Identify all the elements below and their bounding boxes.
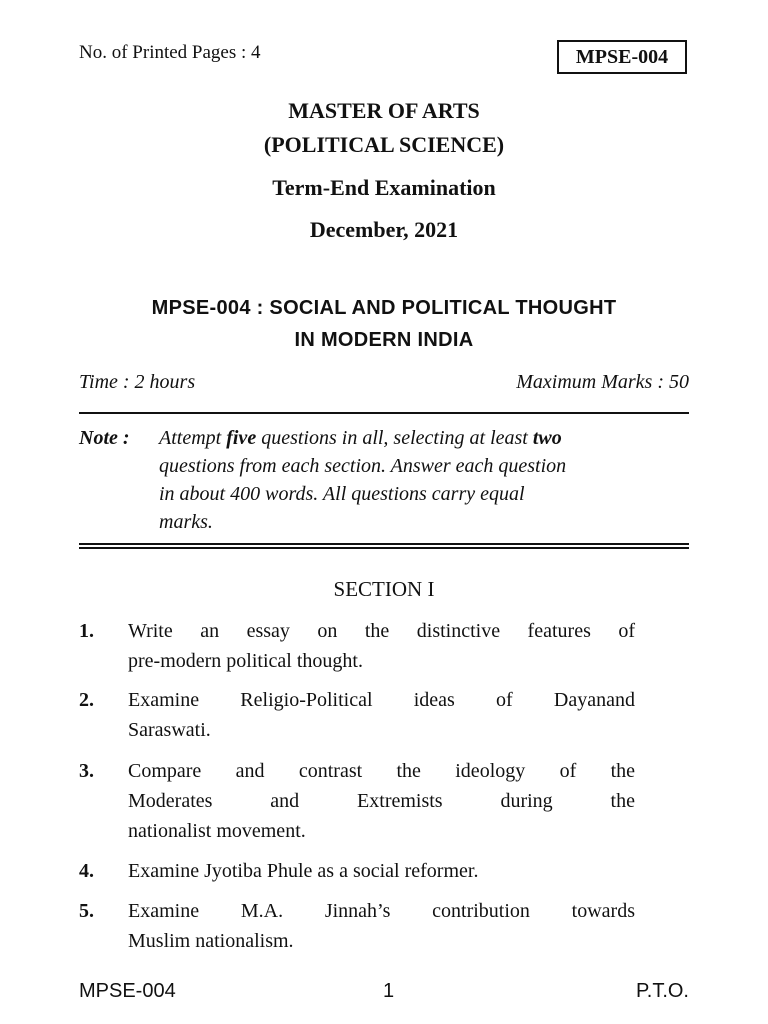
course-title-line-2: IN MODERN INDIA bbox=[294, 329, 474, 351]
note-line-1 bbox=[159, 424, 689, 452]
question-line: Examine M.A. Jinnah’s contribution towards bbox=[128, 900, 635, 922]
footer-paper-code: MPSE-004 bbox=[79, 980, 176, 1002]
paper-code-box: MPSE-004 bbox=[557, 40, 687, 74]
question-line: Examine Jyotiba Phule as a social reformer. bbox=[128, 860, 479, 882]
note-emphasis: two bbox=[532, 427, 562, 449]
note-text: Attempt bbox=[159, 427, 227, 449]
question-number: 1. bbox=[79, 620, 94, 642]
note-text: questions in all, selecting at least bbox=[256, 427, 533, 449]
double-rule-bottom bbox=[79, 547, 689, 549]
note-label: Note : bbox=[79, 427, 130, 449]
question-number: 2. bbox=[79, 689, 94, 711]
question-text bbox=[128, 896, 635, 956]
question-text bbox=[128, 856, 635, 886]
note-line-2: questions from each section. Answer each question bbox=[159, 455, 567, 477]
section-heading: SECTION I bbox=[333, 577, 435, 601]
question-text bbox=[128, 756, 635, 846]
maximum-marks: Maximum Marks : 50 bbox=[516, 371, 689, 393]
question-line: Examine Religio-Political ideas of Dayanand bbox=[128, 689, 635, 711]
subject-title: (POLITICAL SCIENCE) bbox=[263, 132, 505, 157]
question-line: Saraswati. bbox=[128, 719, 211, 741]
page-number: 1 bbox=[383, 980, 395, 1002]
double-rule-top bbox=[79, 543, 689, 545]
question-line: nationalist movement. bbox=[128, 820, 306, 842]
time-allowed: Time : 2 hours bbox=[79, 371, 196, 393]
question-line: pre-modern political thought. bbox=[128, 650, 363, 672]
divider-rule bbox=[79, 412, 689, 414]
question-number: 4. bbox=[79, 860, 94, 882]
question-line: Moderates and Extremists during the bbox=[128, 790, 635, 812]
degree-title: MASTER OF ARTS bbox=[288, 98, 480, 123]
question-line: Compare and contrast the ideology of the bbox=[128, 760, 635, 782]
printed-pages-count: No. of Printed Pages : 4 bbox=[79, 42, 261, 63]
please-turn-over: P.T.O. bbox=[636, 980, 689, 1002]
exam-session: December, 2021 bbox=[309, 217, 459, 242]
note-line-4: marks. bbox=[159, 511, 213, 533]
question-text bbox=[128, 616, 635, 676]
question-text bbox=[128, 685, 635, 745]
note-emphasis: five bbox=[226, 427, 257, 449]
question-number: 3. bbox=[79, 760, 94, 782]
question-number: 5. bbox=[79, 900, 94, 922]
course-title-line-1: MPSE-004 : SOCIAL AND POLITICAL THOUGHT bbox=[151, 297, 617, 319]
question-line: Muslim nationalism. bbox=[128, 930, 294, 952]
exam-title: Term-End Examination bbox=[272, 175, 496, 200]
question-line: Write an essay on the distinctive features of bbox=[128, 620, 635, 642]
note-line-3: in about 400 words. All questions carry equal bbox=[159, 483, 525, 505]
